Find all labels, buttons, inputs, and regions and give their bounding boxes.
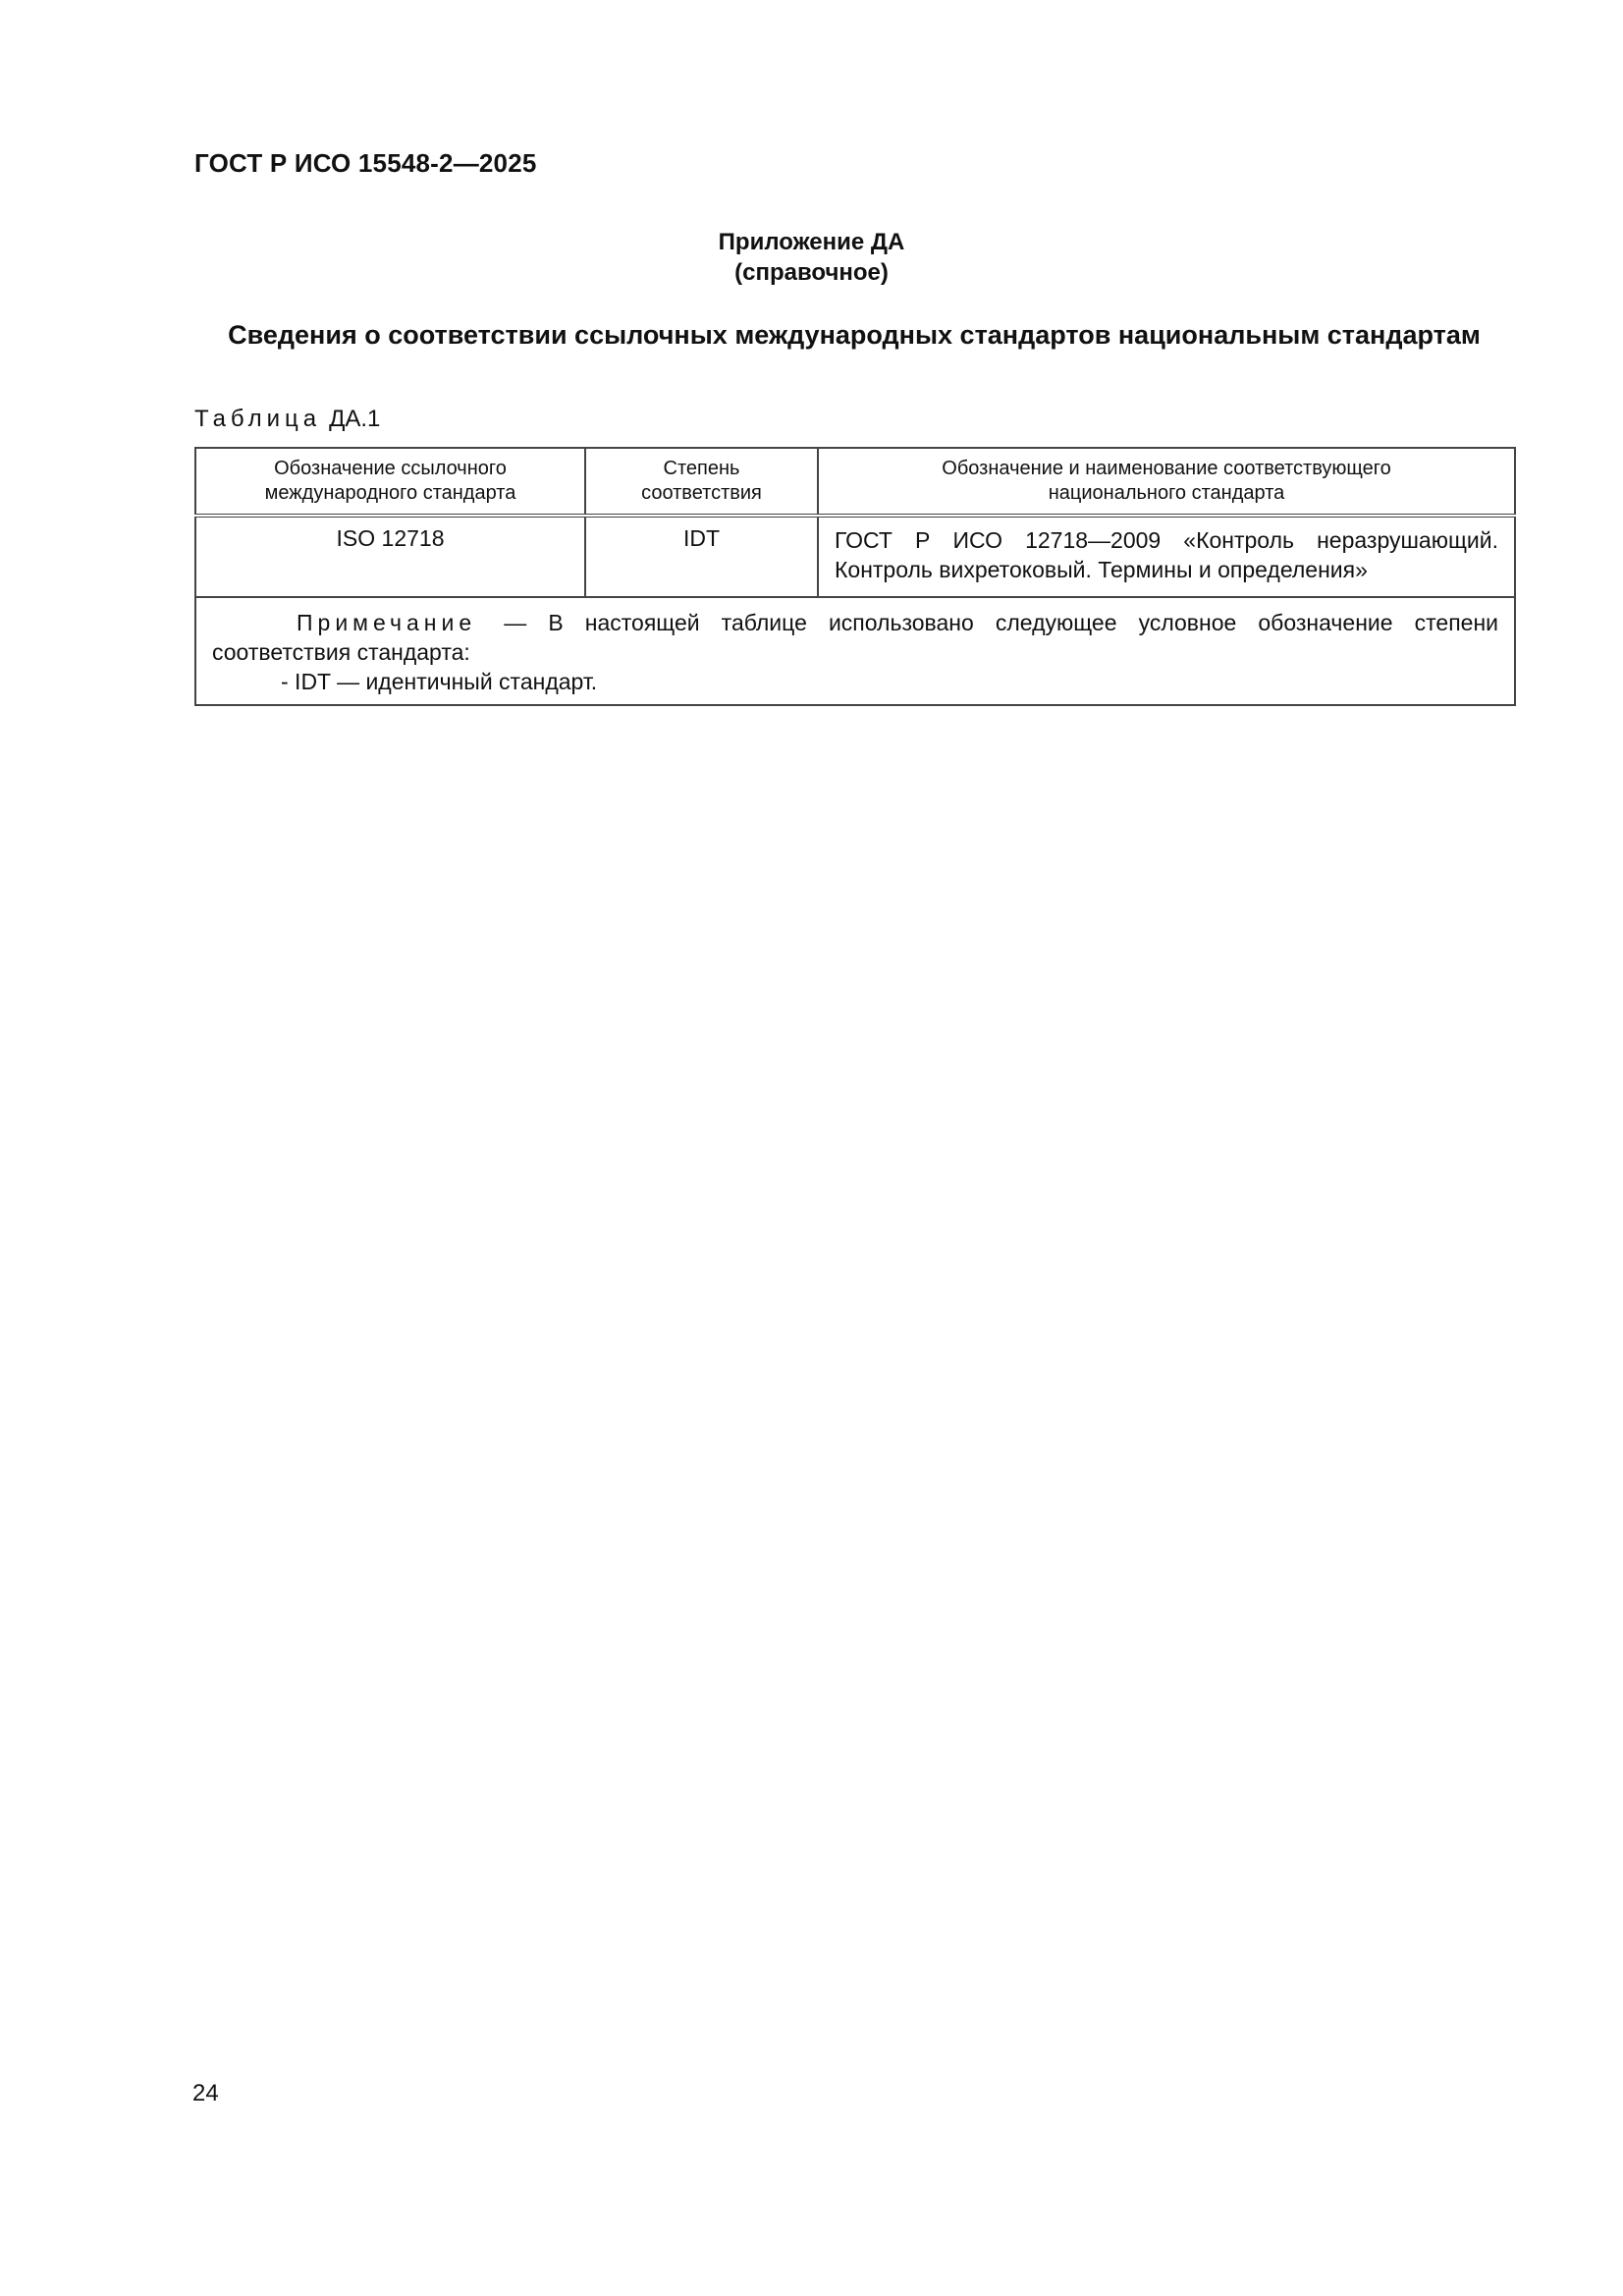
note-continuation: соответствия стандарта: — [212, 639, 470, 665]
document-header: ГОСТ Р ИСО 15548-2—2025 — [194, 148, 537, 178]
header-national-standard — [818, 448, 1515, 516]
note-label: Примечание — [297, 610, 477, 635]
appendix-title: Приложение ДА — [718, 229, 905, 255]
table-row — [195, 516, 1515, 597]
header-degree-of-conformity — [585, 448, 818, 516]
appendix-heading — [0, 227, 1623, 288]
header-line: соответствия — [641, 482, 762, 504]
table-note — [195, 597, 1515, 705]
section-title: Сведения о соответствии ссылочных международных стандартов национальным стандартам — [228, 320, 1481, 350]
table-caption — [194, 406, 380, 433]
header-line: национального стандарта — [1048, 482, 1285, 504]
header-line: Обозначение ссылочного — [274, 458, 507, 479]
cell-national-standard: ГОСТ Р ИСО 12718—2009 «Контроль неразрушающий. Контроль вихретоковый. Термины и определения» — [818, 516, 1515, 597]
note-first-line — [212, 608, 1498, 637]
header-line: международного стандарта — [264, 482, 516, 504]
note-list-item: - IDT — идентичный стандарт. — [281, 669, 598, 694]
note-text: — В настоящей таблице использовано следующее условное обозначение степени — [482, 610, 1498, 635]
header-line: Обозначение и наименование соответствующего — [942, 458, 1391, 479]
standards-table — [194, 447, 1516, 706]
table-caption-word: Таблица — [194, 406, 322, 432]
header-international-standard — [195, 448, 585, 516]
page-number: 24 — [192, 2080, 219, 2106]
header-line: Степень — [663, 458, 740, 479]
cell-international-standard: ISO 12718 — [195, 516, 585, 597]
cell-degree-of-conformity: IDT — [585, 516, 818, 597]
appendix-type: (справочное) — [734, 259, 889, 286]
table-caption-number: ДА.1 — [329, 406, 381, 432]
table-header-row — [195, 448, 1515, 516]
table-note-row — [195, 597, 1515, 705]
